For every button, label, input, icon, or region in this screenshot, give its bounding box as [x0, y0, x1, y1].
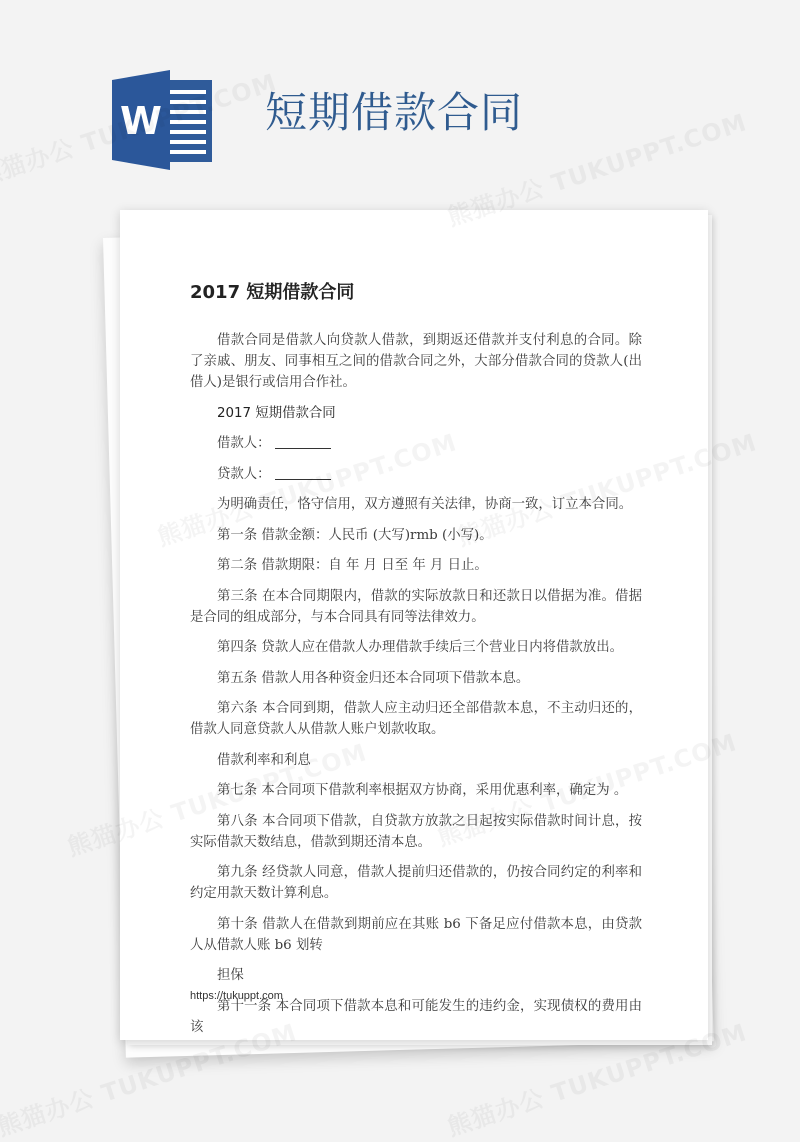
clause-5: 第五条 借款人用各种资金归还本合同项下借款本息。: [217, 670, 530, 686]
document-title: 2017 短期借款合同: [190, 282, 355, 303]
borrower-blank: [275, 434, 331, 449]
clause-8: 第八条 本合同项下借款，自贷款方放款之日起按实际借款时间计息，按实际借款天数结息，借款到期还清本息。: [190, 813, 642, 850]
section-heading-interest: 借款利率和利息: [217, 752, 311, 768]
clause-11: 第十一条 本合同项下借款本息和可能发生的违约金，实现债权的费用由该: [190, 998, 642, 1035]
clause-9: 第九条 经贷款人同意，借款人提前归还借款的，仍按合同约定的利率和约定用款天数计算利息。: [190, 865, 642, 901]
footer-url: https://tukuppt.com: [190, 990, 283, 1002]
header-title: 短期借款合同: [265, 88, 524, 137]
subtitle-paragraph: [190, 403, 642, 424]
borrower-label: 借款人：: [217, 436, 271, 451]
clause-10: 第十条 借款人在借款到期前应在其账 b6 下备足应付借款本息，由贷款人从借款人账 b6 划转: [190, 916, 642, 953]
clause-2: 第二条 借款期限：自 年 月 日至 年 月 日止。: [217, 558, 488, 573]
clause-3: 第三条 在本合同期限内，借款的实际放款日和还款日以借据为准。借据是合同的组成部分，与本合同具有同等法律效力。: [190, 588, 642, 625]
lender-blank: [275, 465, 331, 480]
lender-label: 贷款人：: [217, 466, 271, 482]
intro-paragraph: 借款合同是借款人向贷款人借款，到期返还借款并支付利息的合同。除了亲戚、朋友、同事相互之间的借款合同之外，大部分借款合同的贷款人(出借人)是银行或信用合作社。: [190, 333, 642, 390]
word-document-icon: [110, 70, 214, 170]
clause-7: 第七条 本合同项下借款利率根据双方协商，采用优惠利率，确定为 。: [217, 783, 628, 798]
section-heading-guarantee: 担保: [217, 968, 244, 983]
header: [0, 0, 800, 200]
clause-1: 第一条 借款金额：人民币 (大写)rmb (小写)。: [217, 527, 493, 543]
clause-preamble: 为明确责任，恪守信用，双方遵照有关法律，协商一致，订立本合同。: [217, 497, 633, 512]
document-body: [190, 280, 642, 1047]
document-page: [120, 210, 708, 1040]
clause-6: 第六条 本合同到期，借款人应主动归还全部借款本息，不主动归还的，借款人同意贷款人从借款人账户划款收取。: [190, 701, 642, 737]
subtitle-text: 2017 短期借款合同: [217, 405, 336, 421]
svg-text:W: W: [120, 99, 162, 143]
lender-field: [190, 464, 642, 485]
borrower-field: [190, 433, 642, 454]
clause-4: 第四条 贷款人应在借款人办理借款手续后三个营业日内将借款放出。: [217, 640, 623, 655]
